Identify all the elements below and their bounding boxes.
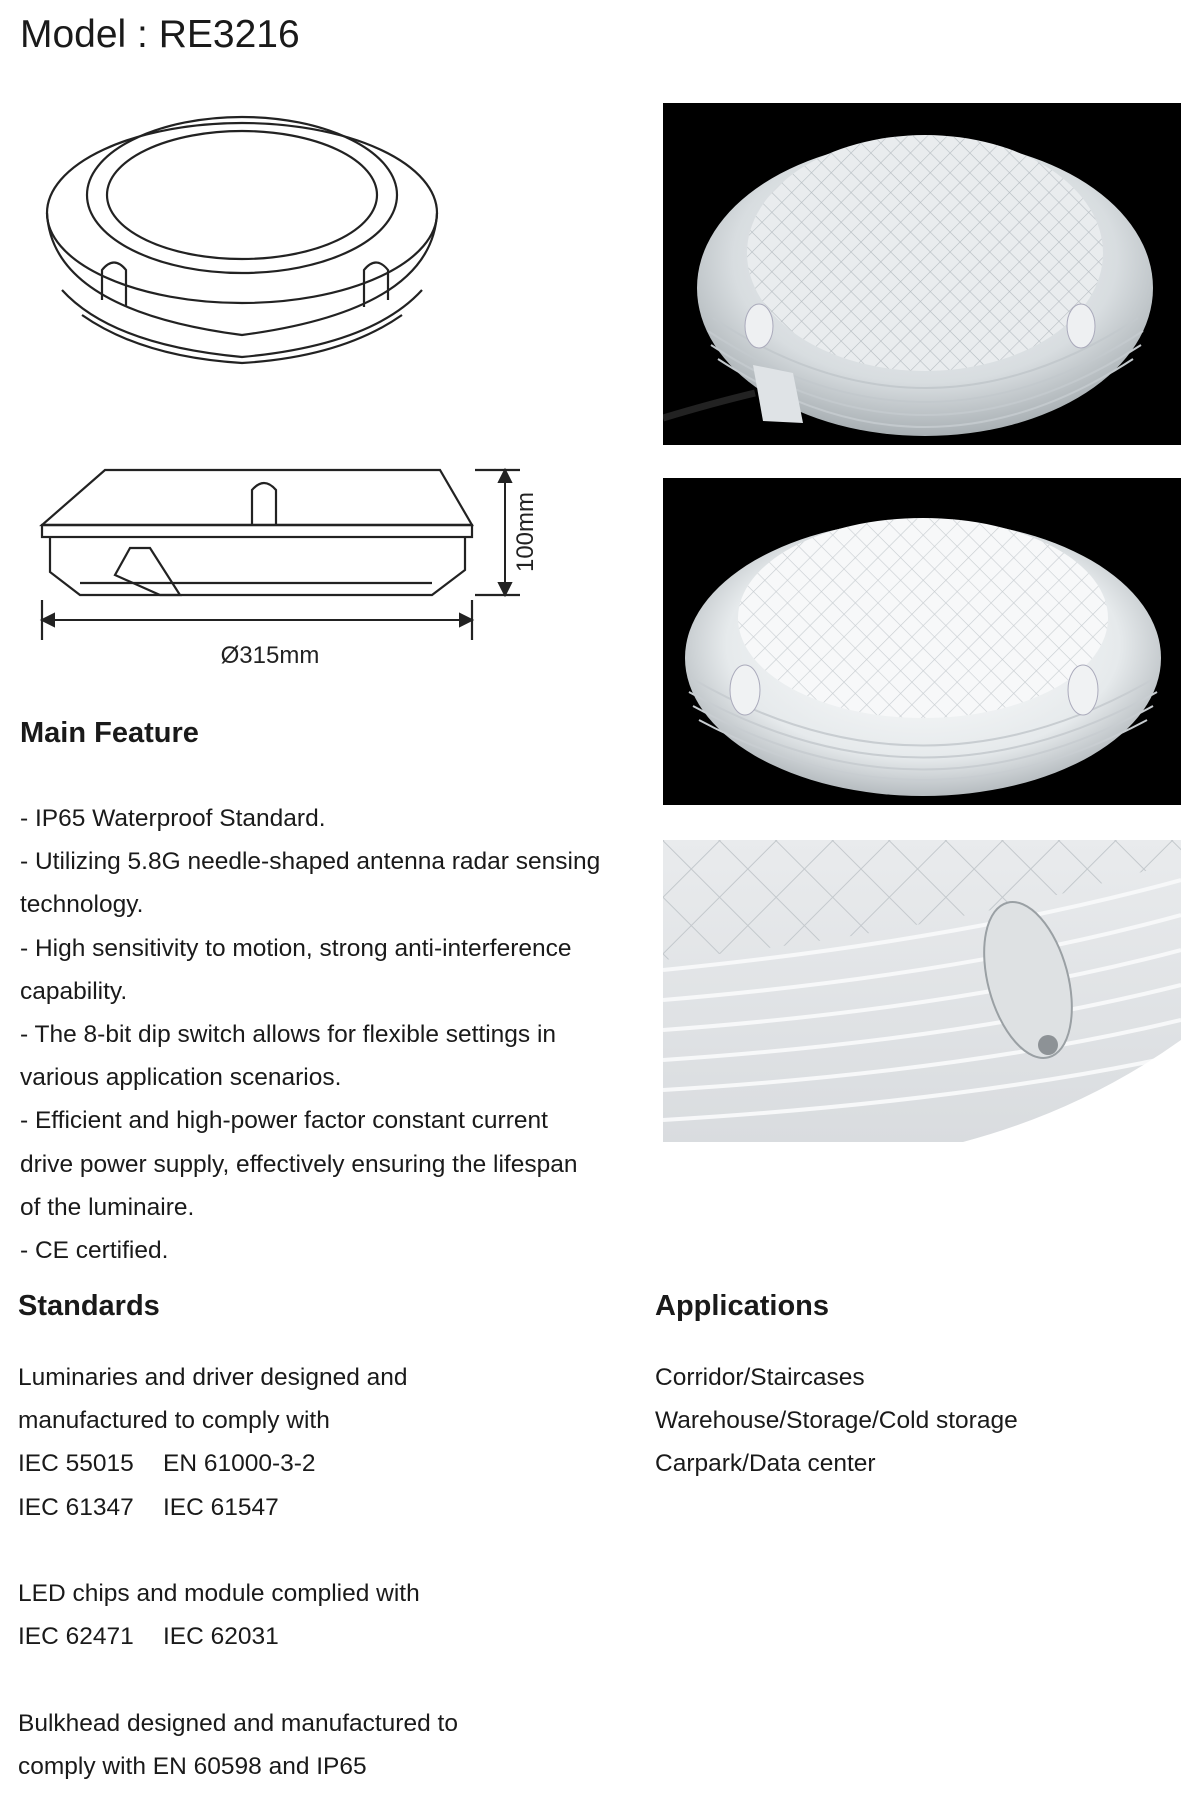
application-item: Corridor/Staircases	[655, 1364, 865, 1391]
standards-line: Luminaries and driver designed and	[18, 1364, 408, 1391]
application-item: Carpark/Data center	[655, 1450, 876, 1478]
product-photo-closeup	[663, 840, 1181, 1142]
standard-code: IEC 61347	[18, 1493, 134, 1521]
standards-codes	[18, 1486, 618, 1529]
feature-line: various application scenarios.	[20, 1064, 342, 1092]
standards-line: LED chips and module complied with	[18, 1580, 420, 1607]
feature-line: - The 8-bit dip switch allows for flexible settings in	[20, 1021, 557, 1049]
product-line-drawing-perspective	[22, 95, 462, 380]
feature-line: - IP65 Waterproof Standard.	[20, 805, 326, 832]
feature-line: capability.	[20, 977, 128, 1005]
standard-code: IEC 55015	[18, 1450, 134, 1478]
standard-code: IEC 62471	[18, 1623, 134, 1651]
product-line-drawing-side	[20, 440, 540, 680]
standards-line: Bulkhead designed and manufactured to	[18, 1709, 458, 1737]
product-photo-lit	[663, 478, 1181, 805]
product-photo-angled	[663, 103, 1181, 445]
diameter-dimension-label: Ø315mm	[220, 642, 320, 669]
height-dimension-label: 100mm	[512, 491, 539, 573]
main-feature-list	[20, 797, 650, 1272]
standards-text	[18, 1356, 618, 1788]
standards-codes	[18, 1442, 618, 1485]
standards-codes	[18, 1615, 618, 1658]
model-title: Model : RE3216	[20, 13, 300, 56]
feature-line: - High sensitivity to motion, strong anti-interference	[20, 934, 572, 962]
feature-line: - CE certified.	[20, 1237, 169, 1265]
feature-line: - Efficient and high-power factor constant current	[20, 1107, 548, 1135]
applications-heading: Applications	[655, 1290, 830, 1322]
applications-list	[655, 1356, 1175, 1486]
standards-heading: Standards	[18, 1290, 160, 1322]
standards-line: comply with EN 60598 and IP65	[18, 1752, 367, 1780]
feature-line: drive power supply, effectively ensuring the lifespan	[20, 1150, 578, 1178]
standards-line: manufactured to comply with	[18, 1407, 330, 1435]
application-item: Warehouse/Storage/Cold storage	[655, 1407, 1018, 1435]
main-feature-heading: Main Feature	[20, 717, 199, 749]
feature-line: technology.	[20, 891, 144, 919]
standard-code: EN 61000-3-2	[163, 1450, 316, 1478]
standard-code: IEC 62031	[163, 1623, 279, 1651]
feature-line: of the luminaire.	[20, 1193, 195, 1221]
standard-code: IEC 61547	[163, 1493, 279, 1521]
feature-line: - Utilizing 5.8G needle-shaped antenna radar sensing	[20, 848, 601, 876]
